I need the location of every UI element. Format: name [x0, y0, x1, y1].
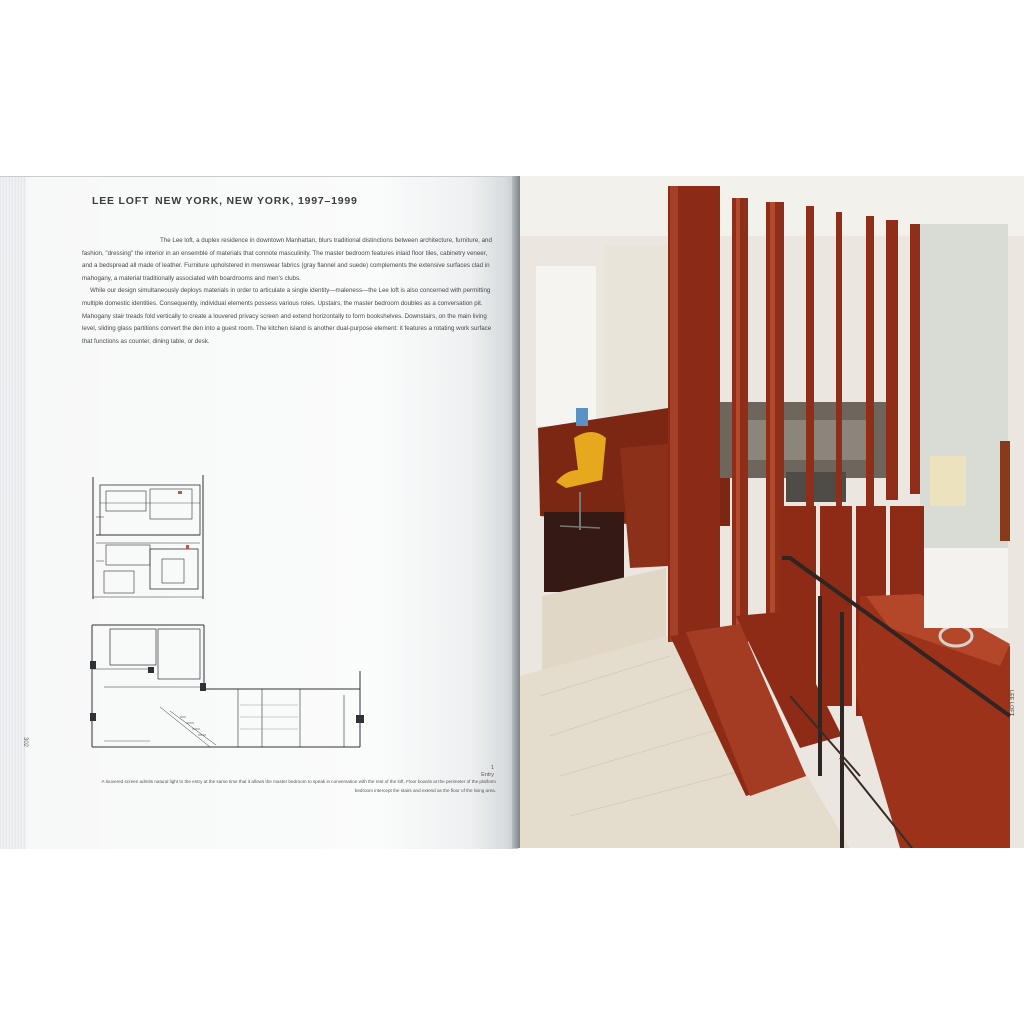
page-title — [92, 195, 358, 207]
title-bold: LEE LOFT — [92, 195, 150, 207]
title-location: NEW YORK, NEW YORK, 1997–1999 — [155, 195, 358, 207]
caption-label: 1 Entry — [481, 765, 494, 778]
paragraph-2: While our design simultaneously deploys materials in order to articulate a single identity—maleness—the Lee loft is also concerned with permitting multiple domestic identities. Consequently, individual elements possess various roles. Upstairs, the master bedroom doubles as a conversation pit. Mahogany stair treads fold vertically to create a louvered privacy screen and extend horizontally to form bookshelves. Downstairs, on the main living level, sliding glass partitions convert the den into a guest room. The kitchen island is another dual-purpose element: it features a rotating work surface that functions as counter, dining table, or desk. — [82, 287, 492, 345]
blue-object — [576, 408, 588, 426]
page-edges — [0, 177, 26, 849]
interior-photo — [520, 176, 1024, 848]
left-page — [0, 176, 518, 849]
wall-light — [930, 456, 966, 506]
running-head: LEE LOFT — [1008, 690, 1014, 716]
book-spread — [0, 176, 1024, 848]
floor-plan-upper — [90, 473, 365, 601]
floor-plan-lower — [90, 621, 365, 749]
right-page — [520, 176, 1024, 848]
paragraph-1: The Lee loft, a duplex residence in downtown Manhattan, blurs traditional distinctions between architecture, furniture, and fashion, "dressing" the interior in an ensemble of materials that connote masculinity. The master bedroom features inlaid floor tiles, cabinetry veneer, and a bedspread all made of leather. Furniture upholstered in menswear fabrics (gray flannel and suede) complements the extensive surfaces clad in mahogany, a material traditionally associated with boardrooms and men's clubs. — [82, 237, 492, 282]
page-number: 302 — [22, 737, 28, 748]
floor-plan-upper-drawing — [90, 473, 220, 601]
floor-plan-lower-drawing — [90, 621, 365, 749]
body-text — [82, 235, 494, 348]
photo-caption: A louvered screen admits natural light to the entry at the same time that it allows the master bedroom to speak in conversation with the rest of the loft. Floor boards at the perimeter of the platform bedroom intercept the stairs and extend as the floor of the living area. — [101, 779, 496, 793]
